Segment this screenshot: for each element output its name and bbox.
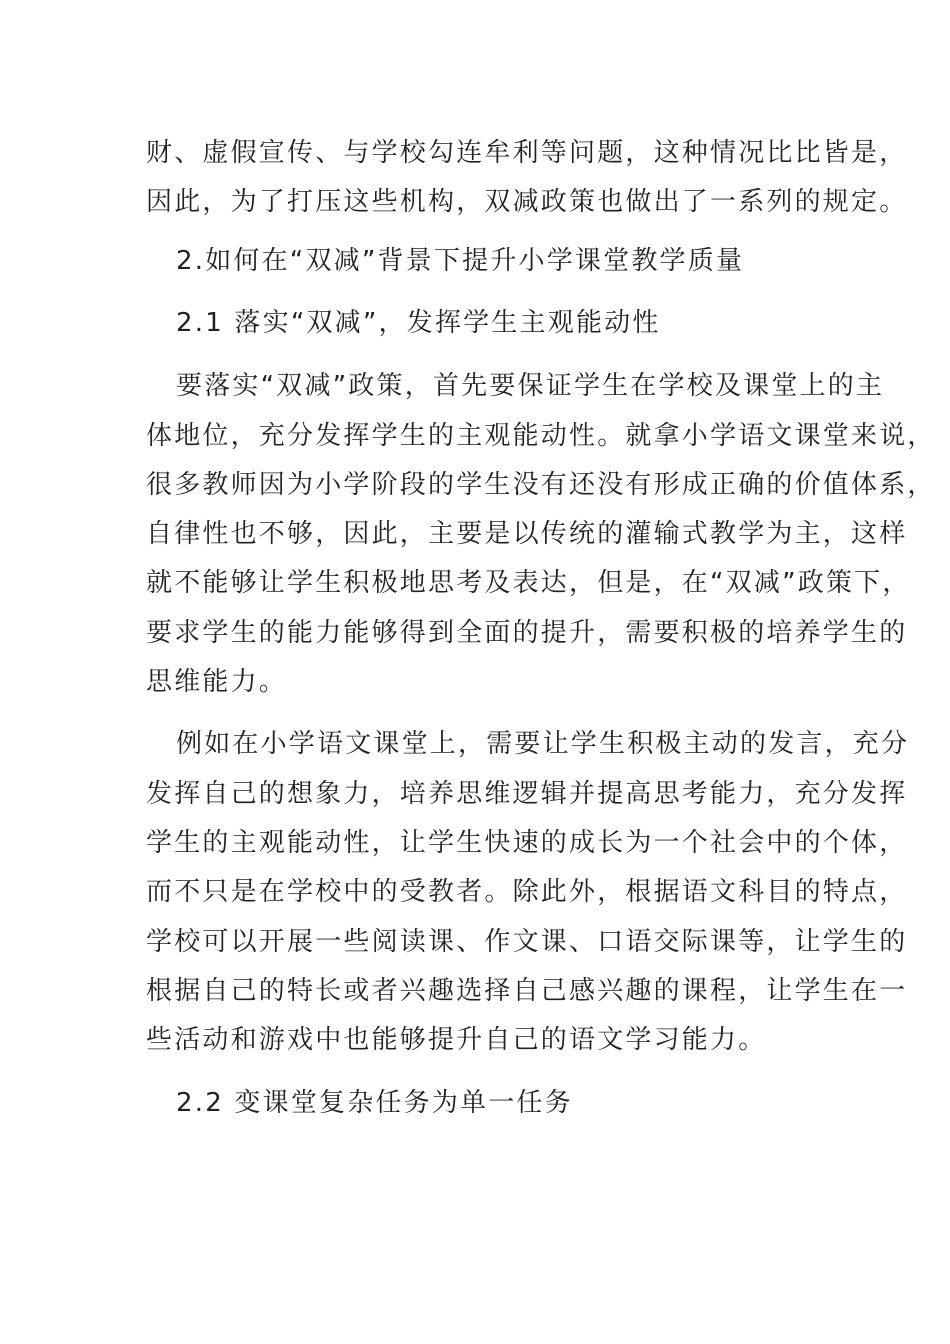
paragraph-line: 要求学生的能力能够得到全面的提升，需要积极的培养学生的: [146, 618, 908, 648]
paragraph-line: 很多教师因为小学阶段的学生没有还没有形成正确的价值体系，: [146, 470, 936, 500]
paragraph-line: 思维能力。: [146, 667, 288, 697]
paragraph-line: 根据自己的特长或者兴趣选择自己感兴趣的课程，让学生在一: [146, 976, 908, 1006]
paragraph-line: 发挥自己的想象力，培养思维逻辑并提高思考能力，充分发挥: [146, 779, 908, 809]
paragraph-line: 自律性也不够，因此，主要是以传统的灌输式教学为主，这样: [146, 519, 908, 549]
paragraph-line: 就不能够让学生积极地思考及表达，但是，在“双减”政策下，: [146, 568, 911, 598]
paragraph-line: 学校可以开展一些阅读课、作文课、口语交际课等，让学生的: [146, 927, 908, 957]
paragraph-line: 财、虚假宣传、与学校勾连牟利等问题，这种情况比比皆是，: [146, 138, 908, 168]
paragraph-line: 学生的主观能动性，让学生快速的成长为一个社会中的个体，: [146, 828, 908, 858]
paragraph-line: 些活动和游戏中也能够提升自己的语文学习能力。: [146, 1025, 767, 1055]
paragraph-line: 要落实“双减”政策，首先要保证学生在学校及课堂上的主: [176, 371, 885, 401]
subsection-heading: 2.2 变课堂复杂任务为单一任务: [176, 1088, 573, 1118]
paragraph-line: 而不只是在学校中的受教者。除此外，根据语文科目的特点，: [146, 877, 908, 907]
paragraph-line: 因此，为了打压这些机构，双减政策也做出了一系列的规定。: [146, 187, 908, 217]
section-heading: 2.如何在“双减”背景下提升小学课堂教学质量: [176, 246, 745, 276]
paragraph-line: 例如在小学语文课堂上，需要让学生积极主动的发言，充分: [176, 729, 910, 759]
subsection-heading: 2.1 落实“双减”，发挥学生主观能动性: [176, 308, 661, 338]
paragraph-line: 体地位，充分发挥学生的主观能动性。就拿小学语文课堂来说，: [146, 421, 936, 451]
